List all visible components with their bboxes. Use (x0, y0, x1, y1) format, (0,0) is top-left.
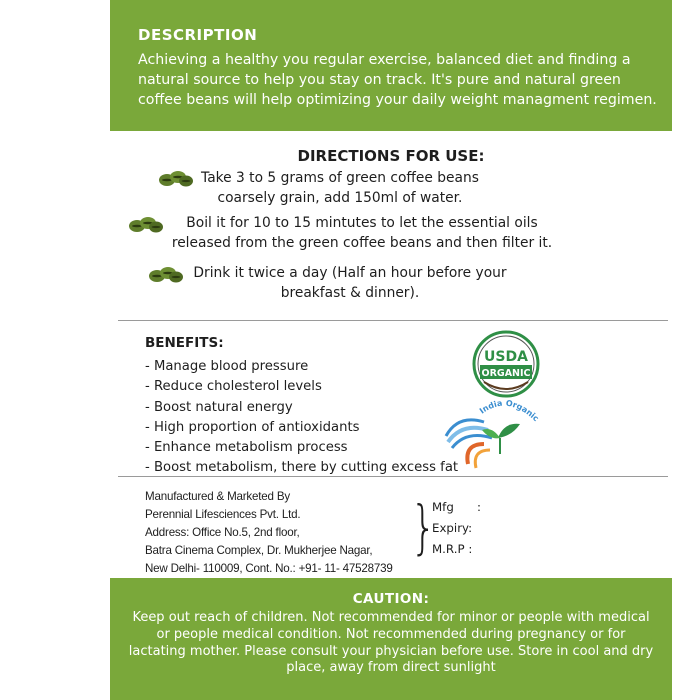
direction-step-3-line1: Drink it twice a day (Half an hour before your (193, 265, 507, 281)
svg-text:India Organic (478, 399, 541, 424)
expiry-label: Expiry: (432, 521, 473, 535)
directions-title: DIRECTIONS FOR USE: (297, 147, 485, 165)
mrp-label: M.R.P : (432, 542, 473, 556)
usda-organic-label: ORGANIC (481, 368, 531, 379)
direction-step-2-line2: released from the green coffee beans and then filter it. (171, 235, 553, 251)
caution-panel (110, 578, 672, 700)
list-item: - High proportion of antioxidants (145, 419, 360, 435)
direction-step-3-line2: breakfast & dinner). (280, 285, 420, 301)
mrp-field (432, 539, 481, 560)
manufacturer-line: Address: Office No.5, 2nd floor, (145, 526, 300, 539)
manufacturer-line: Perennial Lifesciences Pvt. Ltd. (145, 508, 301, 521)
directions-section (110, 147, 672, 165)
list-item: - Boost metabolism, there by cutting excess fat (145, 460, 459, 476)
direction-step-2-line1: Boil it for 10 to 15 mintutes to let the essential oils (186, 215, 538, 231)
expiry-field (432, 518, 481, 539)
description-title: DESCRIPTION (138, 26, 258, 44)
benefits-title: BENEFITS: (145, 335, 224, 351)
brace-symbol: } (410, 493, 437, 561)
direction-step-3 (185, 263, 515, 303)
mfg-colon: : (477, 500, 481, 514)
batch-fields (432, 497, 481, 560)
list-item: - Reduce cholesterol levels (145, 379, 322, 395)
list-item: - Enhance metabolism process (145, 440, 348, 456)
caution-title: CAUTION: (352, 591, 430, 607)
description-body: Achieving a healthy you regular exercise, balanced diet and finding a natural source to help you stay on track. It's pure and natural green coffee beans will help optimizing your daily weight managment regimen. (138, 52, 657, 108)
manufacturer-line: Manufactured & Marketed By (145, 490, 290, 503)
india-organic-label: India Organic (477, 398, 541, 424)
manufacturer-line: New Delhi- 110009, Cont. No.: +91- 11- 47528739 (145, 562, 393, 575)
list-item: - Manage blood pressure (145, 359, 309, 374)
mfg-label: Mfg (432, 500, 454, 514)
direction-step-2 (152, 213, 572, 253)
direction-step-1 (195, 168, 485, 208)
manufacturer-line: Batra Cinema Complex, Dr. Mukherjee Nagar, (145, 544, 373, 557)
india-organic-logo-icon (438, 392, 548, 472)
coffee-beans-icon (148, 262, 184, 286)
usda-label: USDA (484, 349, 528, 365)
mfg-field (432, 497, 481, 518)
divider-top (118, 320, 668, 321)
divider-middle (118, 476, 668, 477)
caution-body: Keep out reach of children. Not recommended for minor or people with medical or people medical condition. Not recommended during pregnancy or for lactating mother. Please consult your physician before use. Store in cool and dry place, away from direct sunlight (128, 610, 654, 676)
direction-step-1-line2: coarsely grain, add 150ml of water. (217, 190, 463, 206)
description-panel (110, 0, 672, 131)
usda-organic-seal-icon (472, 330, 540, 398)
benefits-section (145, 335, 458, 479)
benefits-list (145, 357, 458, 479)
coffee-beans-icon (158, 166, 194, 190)
direction-step-1-line1: Take 3 to 5 grams of green coffee beans (201, 170, 479, 186)
manufacturer-block (145, 488, 393, 578)
list-item: - Boost natural energy (145, 399, 293, 415)
